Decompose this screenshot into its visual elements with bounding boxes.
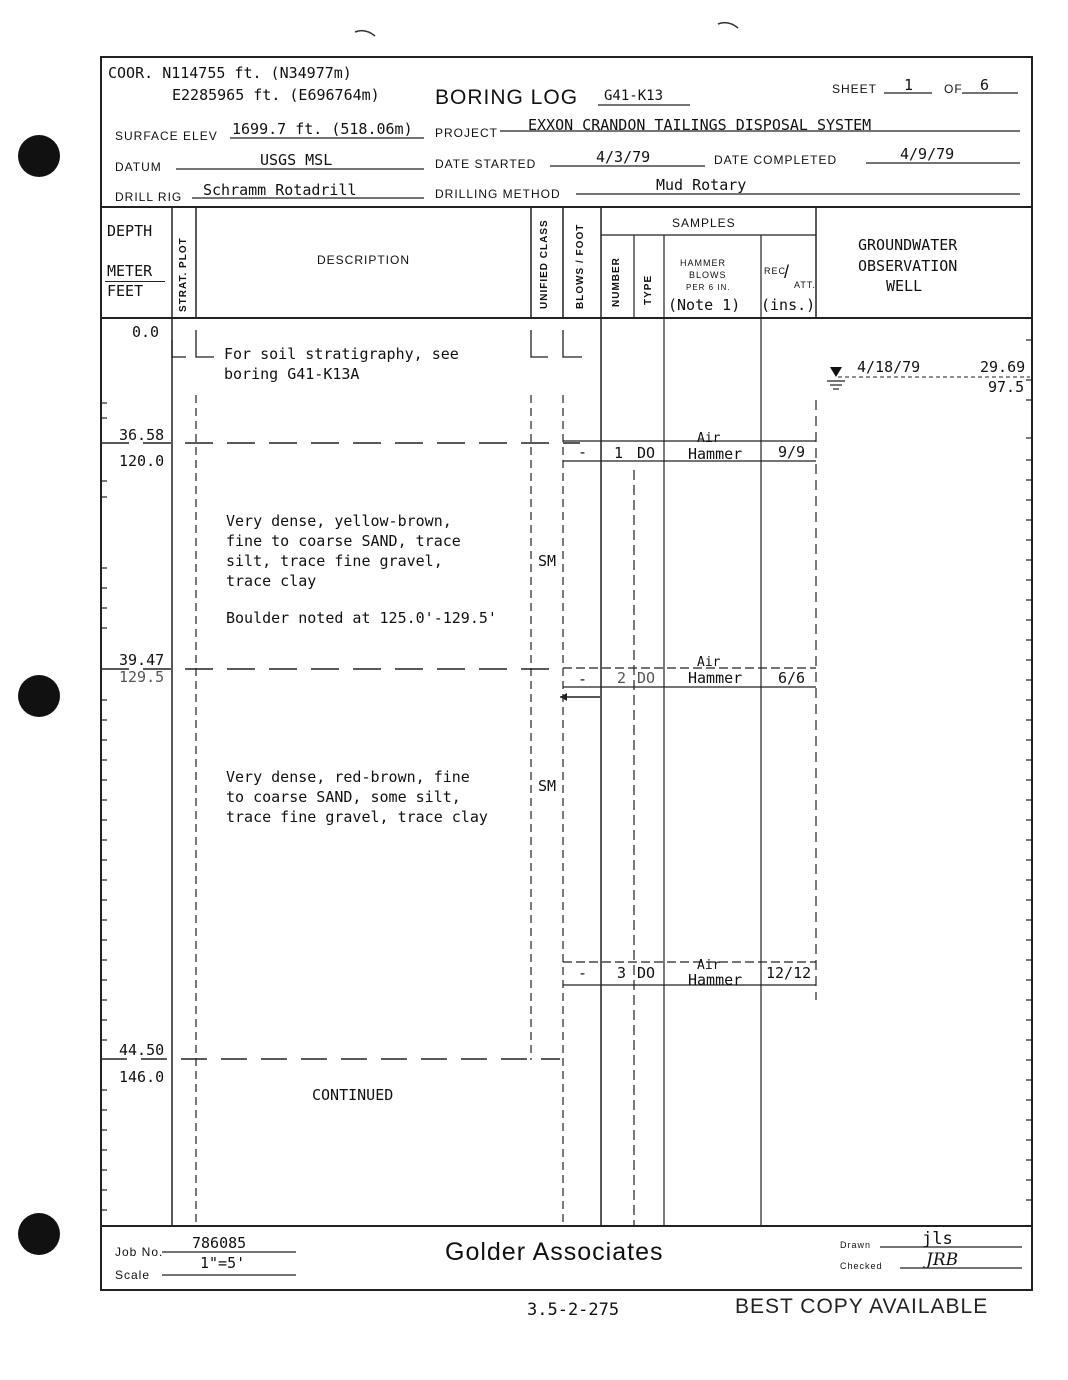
col-rec: REC — [764, 266, 787, 276]
date-completed-value: 4/9/79 — [900, 145, 955, 163]
sample-hammer-air: Air — [697, 655, 721, 670]
depth-0: 0.0 — [132, 323, 160, 341]
unified-class-2: SM — [538, 777, 557, 795]
sheet-number: 1 — [904, 76, 914, 94]
desc-soil-reference: For soil stratigraphy, see boring G41-K13A — [224, 345, 459, 383]
sample-recovery: 6/6 — [778, 669, 806, 687]
project-label: PROJECT — [435, 126, 499, 140]
sheet-total: 6 — [980, 76, 990, 94]
desc-layer-red-brown-sand: Very dense, red-brown, fine to coarse SAND, some silt, trace fine gravel, trace clay — [226, 768, 488, 826]
sample-type: DO — [637, 669, 656, 687]
col-number: NUMBER — [611, 257, 622, 307]
date-started-value: 4/3/79 — [596, 148, 651, 166]
gw-depth-feet: 97.5 — [988, 378, 1025, 396]
drill-rig-value: Schramm Rotadrill — [203, 181, 357, 199]
checked-initials: JRB — [926, 1250, 959, 1270]
sample-hammer: Hammer — [688, 971, 743, 989]
col-gw-3: WELL — [886, 277, 923, 295]
boring-id: G41-K13 — [604, 88, 664, 104]
coor-label: COOR. — [108, 64, 154, 82]
drawn-value: jls — [922, 1229, 953, 1249]
sample-blows: - — [578, 443, 588, 461]
col-type: TYPE — [643, 274, 654, 305]
col-description: DESCRIPTION — [317, 253, 411, 267]
desc-continued: CONTINUED — [312, 1086, 394, 1104]
water-level-marker — [830, 367, 842, 377]
sample-hammer-air: Air — [697, 958, 721, 973]
sample-hammer: Hammer — [688, 669, 743, 687]
col-feet: FEET — [107, 282, 144, 300]
sample-type: DO — [637, 964, 656, 982]
page-id: 3.5-2-275 — [527, 1300, 620, 1320]
unified-class-1: SM — [538, 552, 557, 570]
sample-recovery: 9/9 — [778, 443, 806, 461]
checked-label: Checked — [840, 1261, 883, 1271]
gw-date: 4/18/79 — [857, 358, 921, 376]
depth-1-meter: 36.58 — [119, 426, 165, 444]
col-gw-2: OBSERVATION — [858, 257, 958, 275]
col-hammer: HAMMER — [680, 258, 726, 268]
col-blows-foot: BLOWS / FOOT — [575, 223, 586, 309]
depth-2-meter: 39.47 — [119, 651, 165, 669]
sample-hammer-air: Air — [697, 431, 721, 446]
gw-depth-meter: 29.69 — [980, 358, 1026, 376]
sample-recovery: 12/12 — [766, 964, 812, 982]
of-label: OF — [944, 82, 963, 96]
col-hammer-per: PER 6 IN. — [686, 283, 731, 292]
form-title: BORING LOG — [435, 86, 579, 109]
desc-boulder-note: Boulder noted at 125.0'-129.5' — [226, 609, 497, 627]
rec-att-slash: / — [784, 262, 790, 282]
sample-number: 1 — [614, 444, 624, 462]
date-started-label: DATE STARTED — [435, 157, 537, 171]
sample-blows: - — [578, 964, 588, 982]
scale-label: Scale — [115, 1268, 151, 1282]
drill-rig-label: DRILL RIG — [115, 190, 183, 204]
sample-number: 2 — [617, 669, 627, 687]
sheet-label: SHEET — [832, 82, 878, 96]
sample-number: 3 — [617, 964, 627, 982]
col-meter: METER — [107, 262, 153, 280]
project-value: EXXON CRANDON TAILINGS DISPOSAL SYSTEM — [528, 116, 872, 134]
drilling-method-label: DRILLING METHOD — [435, 187, 561, 201]
depth-3-meter: 44.50 — [119, 1041, 165, 1059]
best-copy-stamp: BEST COPY AVAILABLE — [735, 1295, 989, 1318]
scale-value: 1"=5' — [200, 1254, 246, 1272]
col-samples: SAMPLES — [672, 216, 736, 230]
surface-elev-value: 1699.7 ft. (518.06m) — [232, 120, 413, 138]
datum-label: DATUM — [115, 160, 162, 174]
coor-north: N114755 ft. (N34977m) — [162, 64, 352, 82]
drawn-label: Drawn — [840, 1240, 872, 1250]
sample-blows: - — [578, 670, 588, 688]
depth-2-feet: 129.5 — [119, 668, 165, 686]
sample-hammer: Hammer — [688, 445, 743, 463]
job-no-label: Job No. — [115, 1245, 164, 1259]
depth-3-feet: 146.0 — [119, 1068, 165, 1086]
col-unified-class: UNIFIED CLASS — [539, 219, 550, 309]
datum-value: USGS MSL — [260, 151, 333, 169]
col-att: ATT. — [794, 280, 816, 290]
depth-1-feet: 120.0 — [119, 452, 165, 470]
col-gw-1: GROUNDWATER — [858, 236, 958, 254]
date-completed-label: DATE COMPLETED — [714, 153, 838, 167]
sample-type: DO — [637, 444, 656, 462]
coor-east: E2285965 ft. (E696764m) — [172, 86, 380, 104]
company-name: Golder Associates — [445, 1238, 664, 1266]
col-note: (Note 1) — [668, 296, 741, 314]
col-ins: (ins.) — [761, 296, 816, 314]
desc-layer-yellow-brown-sand: Very dense, yellow-brown, fine to coarse SAND, trace silt, trace fine gravel, trace clay — [226, 512, 461, 590]
drilling-method-value: Mud Rotary — [656, 176, 747, 194]
col-depth: DEPTH — [107, 222, 153, 240]
col-hammer-blows: BLOWS — [689, 270, 727, 280]
col-strat-plot: STRAT. PLOT — [178, 237, 189, 312]
surface-elev-label: SURFACE ELEV — [115, 129, 218, 143]
job-no-value: 786085 — [192, 1234, 247, 1252]
